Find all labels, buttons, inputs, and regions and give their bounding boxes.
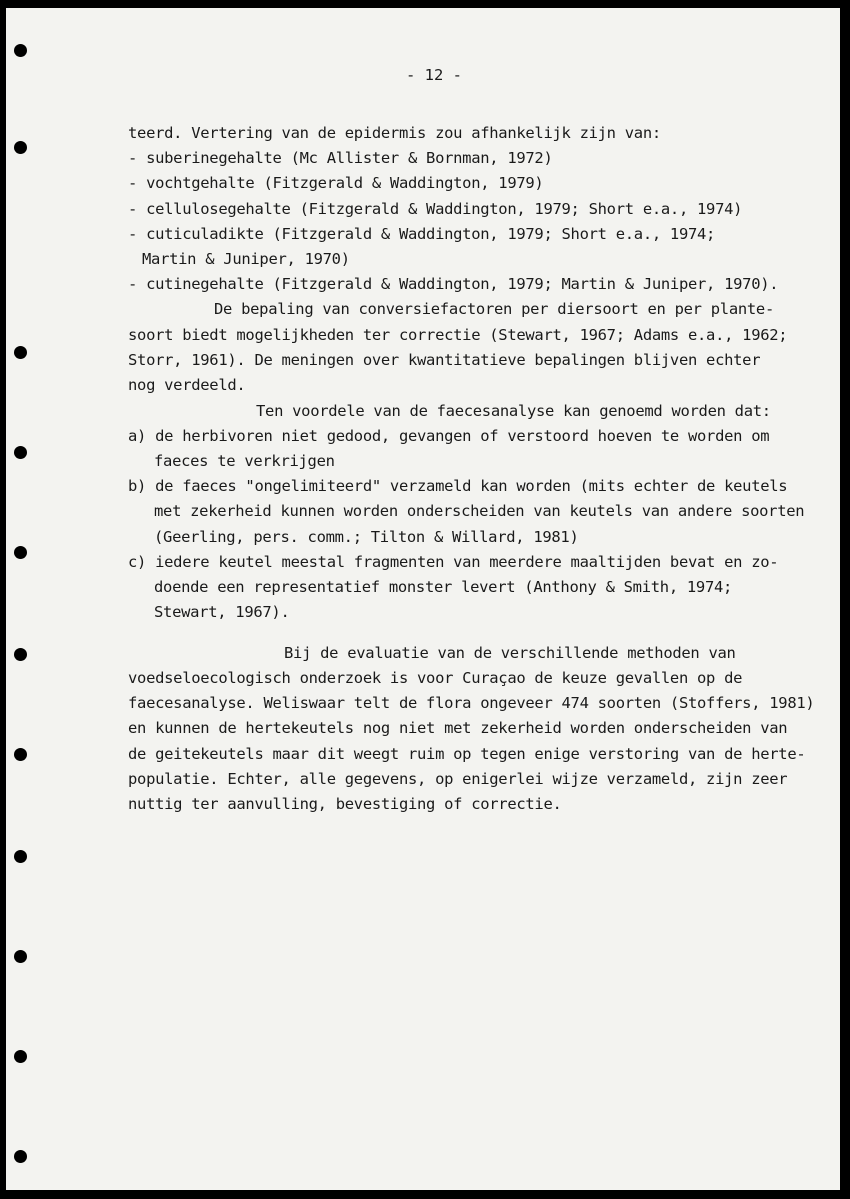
- list-item: a) de herbivoren niet gedood, gevangen of verstoord hoeven te worden om: [128, 427, 770, 445]
- list-item: - cellulosegehalte (Fitzgerald & Waddington, 1979; Short e.a., 1974): [128, 200, 743, 218]
- list-item: c) iedere keutel meestal fragmenten van meerdere maaltijden bevat en zo-: [128, 553, 779, 571]
- punch-hole: [14, 1150, 27, 1163]
- punch-hole: [14, 1050, 27, 1063]
- text-line: de geitekeutels maar dit weegt ruim op tegen enige verstoring van de herte-: [128, 745, 806, 763]
- list-item: Martin & Juniper, 1970): [142, 250, 350, 268]
- text-line: Storr, 1961). De meningen over kwantitatieve bepalingen blijven echter: [128, 351, 761, 369]
- text-line: Ten voordele van de faecesanalyse kan genoemd worden dat:: [256, 402, 771, 420]
- text-line: en kunnen de hertekeutels nog niet met zekerheid worden onderscheiden van: [128, 719, 788, 737]
- page-number: - 12 -: [406, 66, 462, 84]
- text-line: faecesanalyse. Weliswaar telt de flora ongeveer 474 soorten (Stoffers, 1981): [128, 694, 815, 712]
- punch-hole: [14, 141, 27, 154]
- text-line: populatie. Echter, alle gegevens, op enigerlei wijze verzameld, zijn zeer: [128, 770, 788, 788]
- list-item: doende een representatief monster levert (Anthony & Smith, 1974;: [154, 578, 733, 596]
- text-line: nuttig ter aanvulling, bevestiging of correctie.: [128, 795, 562, 813]
- list-item: - cuticuladikte (Fitzgerald & Waddington, 1979; Short e.a., 1974;: [128, 225, 716, 243]
- list-item: Stewart, 1967).: [154, 603, 290, 621]
- text-line: soort biedt mogelijkheden ter correctie (Stewart, 1967; Adams e.a., 1962;: [128, 326, 788, 344]
- list-item: - cutinegehalte (Fitzgerald & Waddington, 1979; Martin & Juniper, 1970).: [128, 275, 779, 293]
- punch-hole: [14, 950, 27, 963]
- text-line: nog verdeeld.: [128, 376, 246, 394]
- text-line: Bij de evaluatie van de verschillende methoden van: [284, 644, 736, 662]
- list-item: faeces te verkrijgen: [154, 452, 335, 470]
- punch-hole: [14, 850, 27, 863]
- text-line: teerd. Vertering van de epidermis zou afhankelijk zijn van:: [128, 124, 661, 142]
- list-item: b) de faeces "ongelimiteerd" verzameld kan worden (mits echter de keutels: [128, 477, 788, 495]
- punch-hole: [14, 648, 27, 661]
- punch-hole: [14, 748, 27, 761]
- text-line: De bepaling van conversiefactoren per diersoort en per plante-: [214, 300, 774, 318]
- list-item: met zekerheid kunnen worden onderscheiden van keutels van andere soorten: [154, 502, 805, 520]
- text-line: voedseloecologisch onderzoek is voor Curaçao de keuze gevallen op de: [128, 669, 743, 687]
- list-item: - vochtgehalte (Fitzgerald & Waddington, 1979): [128, 174, 544, 192]
- punch-hole: [14, 346, 27, 359]
- punch-hole: [14, 446, 27, 459]
- list-item: - suberinegehalte (Mc Allister & Bornman, 1972): [128, 149, 553, 167]
- punch-hole: [14, 44, 27, 57]
- list-item: (Geerling, pers. comm.; Tilton & Willard, 1981): [154, 528, 579, 546]
- document-page: [6, 8, 840, 1190]
- punch-hole: [14, 546, 27, 559]
